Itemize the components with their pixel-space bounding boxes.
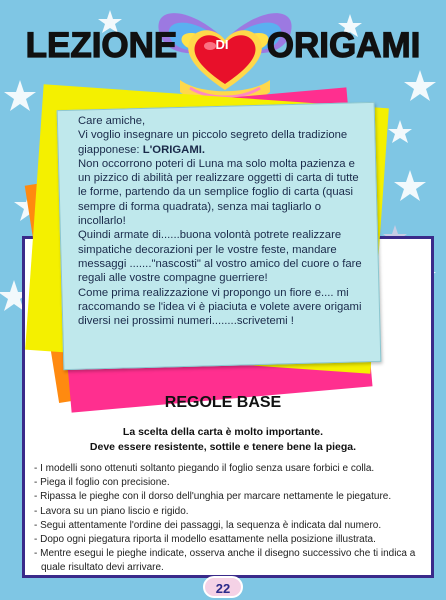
- rules-list: [34, 462, 426, 576]
- page-title: [0, 26, 446, 66]
- rule-item: - Lavora su un piano liscio e rigido.: [34, 505, 189, 517]
- note-origami-highlight: L'ORIGAMI.: [142, 143, 206, 156]
- note-paragraph-1: Non occorrono poteri di Luna ma solo molta pazienza e un pizzico di abilità per realizzare oggetti di carta di tutte le forme, partendo da un semplice foglio di carta (quasi sempre di forma quadrata), senza mai tagliarlo o incollarlo!: [78, 157, 359, 228]
- rules-intro-line-2: Deve essere resistente, sottile e tenere bene la piega.: [89, 441, 357, 453]
- rule-item: - Piega il foglio con precisione.: [34, 477, 170, 489]
- rule-item: - Dopo ogni piegatura riporta il modello esattamente nella posizione illustrata.: [34, 534, 376, 546]
- note-greeting: Care amiche,: [78, 115, 146, 127]
- title-word-origami: ORIGAMI: [266, 26, 421, 65]
- title-word-lezione: LEZIONE: [25, 26, 178, 65]
- note-paragraph-3: Come prima realizzazione vi propongo un fiore e.... mi raccomando se l'idea vi è piaciuta e volete avere origami diversi nei prossimi numeri........scrivetemi !: [78, 286, 362, 328]
- rule-item: - Segui attentamente l'ordine dei passaggi, la sequenza è indicata dal numero.: [34, 519, 382, 531]
- rules-intro: [0, 425, 446, 455]
- rules-heading: REGOLE BASE: [164, 394, 282, 411]
- rule-item: - Ripassa le pieghe con il dorso dell'unghia per marcare nettamente le piegature.: [34, 491, 392, 503]
- rule-item: - I modelli sono ottenuti soltanto piegando il foglio senza usare forbici e colla.: [34, 463, 375, 474]
- rules-intro-line-1: La scelta della carta è molto importante.: [122, 426, 324, 438]
- title-word-di: DI: [215, 37, 229, 52]
- intro-note-text: [78, 114, 370, 328]
- rule-item: - Mentre esegui le pieghe indicate, osserva anche il disegno successivo che ti indica a quale risultato devi arrivare.: [34, 548, 416, 574]
- note-line-intro: Vi voglio insegnare un piccolo segreto della tradizione giapponese: L'ORIGAMI.: [78, 129, 348, 156]
- page-number: 22: [203, 576, 243, 598]
- note-paragraph-2: Quindi armate di......buona volontà potrete realizzare simpatiche decorazioni per le vostre feste, mandare messaggi ......."nascosti" al vostro amico del cuore o fare regali alle vostre compagne guerriere!: [78, 229, 362, 285]
